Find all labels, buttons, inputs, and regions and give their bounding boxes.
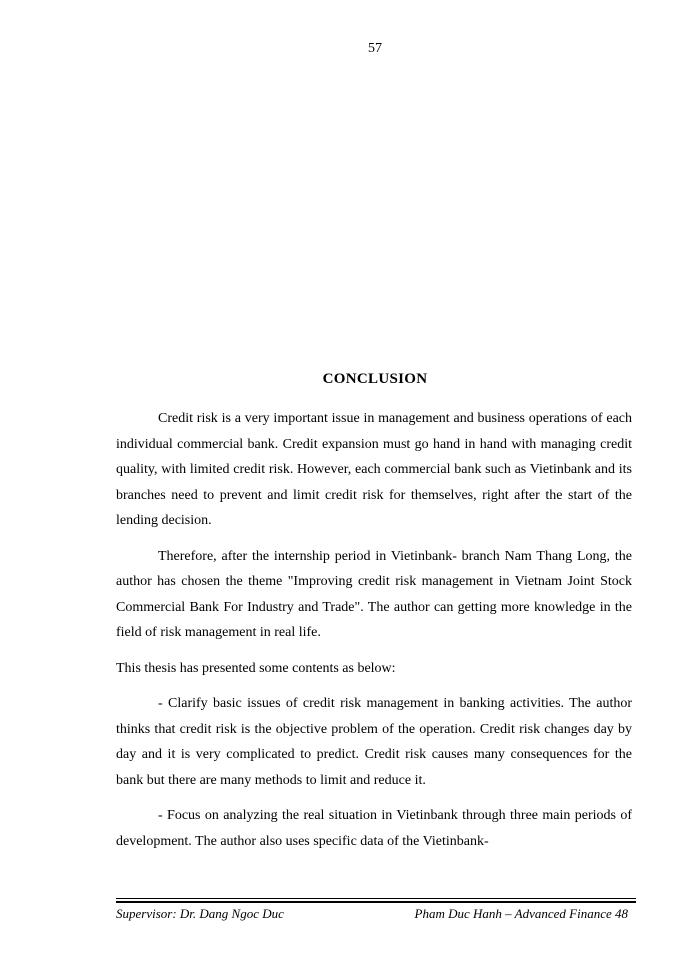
body-text — [116, 406, 632, 864]
section-heading: CONCLUSION — [322, 371, 428, 387]
footer-author: Pham Duc Hanh – Advanced Finance 48 — [414, 906, 628, 921]
paragraph-5: - Focus on analyzing the real situation in Vietinbank through three main periods of development. The author also uses specific data of the Vietinbank- — [116, 808, 632, 849]
footer-supervisor: Supervisor: Dr. Dang Ngoc Duc — [116, 906, 284, 921]
paragraph-3: This thesis has presented some contents as below: — [116, 660, 396, 676]
paragraph-4: - Clarify basic issues of credit risk management in banking activities. The author thinks that credit risk is the objective problem of the operation. Credit risk changes day by day and it is very complicated to predict. Credit risk causes many consequences for the bank but there are many methods to limit and reduce it. — [116, 696, 632, 788]
footer-rule-thin — [116, 898, 636, 899]
footer-rule-thick — [116, 901, 636, 903]
paragraph-1: Credit risk is a very important issue in management and business operations of each individual commercial bank. Credit expansion must go hand in hand with managing credit quality, with limited credit risk. However, each commercial bank such as Vietinbank and its branches need to prevent and limit credit risk for themselves, right after the start of the lending decision. — [116, 411, 632, 528]
paragraph-2: Therefore, after the internship period in Vietinbank- branch Nam Thang Long, the author has chosen the theme "Improving credit risk management in Vietnam Joint Stock Commercial Bank For Industry and Trade". The author can getting more knowledge in the field of risk management in real life. — [116, 548, 632, 640]
page-number: 57 — [368, 41, 382, 56]
